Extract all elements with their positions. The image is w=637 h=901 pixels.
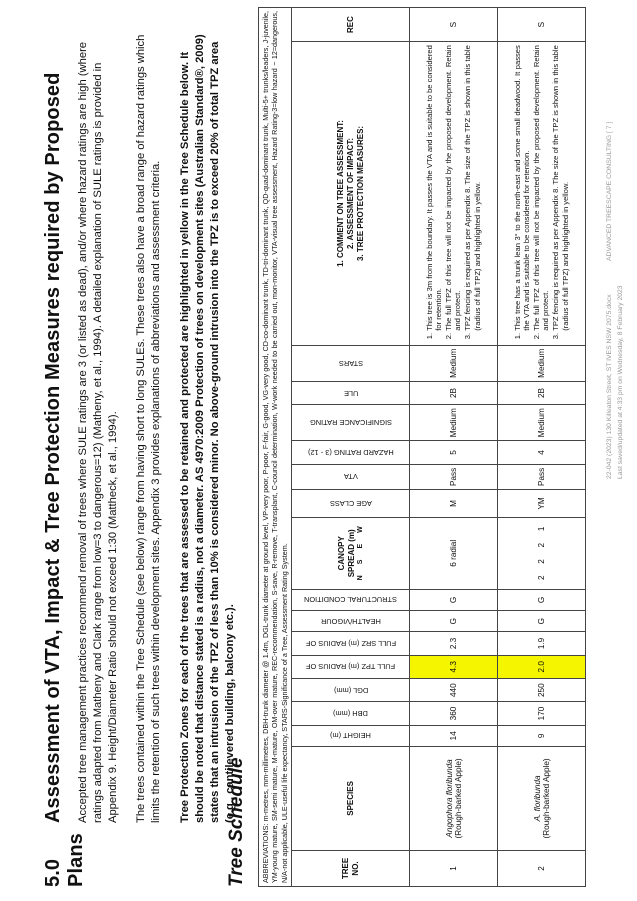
section-number: 5.0: [42, 858, 64, 887]
header-stars: STARS: [292, 345, 410, 381]
header-tpz: FULL TPZ (m) RADIUS OF: [292, 655, 410, 678]
abbreviations: ABBREVIATIONS: m-metres, mm-millimetres, DBH-trunk diameter @ 1.4m, DGL-trunk diameter at ground level, VP-very poor, P-poor, F-fair, G-good, VG-very good, CD-co-dominant trunk, TD-tri-dominant trunk, QD-quad-dominant trunk, Multi-5+ trunks/leaders, J-juvenile, YM-young mature, SM-semi mature, M-mature, OM-over mature, REC-recommendation, S-save, R-remove, T-transplant, C-council determination, W-work needed to be carried out, mon-monitor, VTA-visual tree assessment, Hazard Rating-3=low hazard ~ 12=dangerous, N/A-not applicable, ULE-useful life expectancy, STARS-Significance of a Tree, Assessment Rating System.: [259, 8, 292, 887]
footer-document: 22-042 (2023) 130 Killeaton Street, ST IVES NSW 2075.docx: [606, 294, 613, 479]
stars: Medium: [498, 345, 586, 381]
health: G: [498, 611, 586, 632]
structural: G: [410, 589, 498, 610]
species: A. floribunda (Rough-barked Apple): [498, 746, 586, 850]
header-dgl: DGL (mm): [292, 678, 410, 701]
tpz-radius: 4.3: [410, 655, 498, 678]
dbh: 170: [498, 702, 586, 725]
header-significance: SIGNIFICANCE RATING: [292, 405, 410, 441]
recommendation: S: [410, 8, 498, 42]
header-canopy: CANOPY SPREAD (m) N S E W: [292, 517, 410, 589]
tree-schedule-table: [258, 7, 586, 887]
section-title: Assessment of VTA, Impact & Tree Protection Measures required by Proposed Plans: [42, 72, 87, 887]
paragraph-tpz: Tree Protection Zones for each of the trees that are assessed to be retained and protected are highlighted in yellow in the Tree Schedule below. It should be noted that distance stated is a radius, not a diameter. AS 4970:2009 Protection of trees on development sites (Australian Standard®, 2009) states that an intrusion of the TPZ of less than 10% is considered minor. No above-ground intrusion into the TPZ is to exceed 20% of total TPZ area (e.g., cantilevered building, balcony etc.).: [179, 34, 236, 823]
significance: Medium: [410, 405, 498, 441]
header-comments: 1. COMMENT ON TREE ASSESSMENT: 2. ASSESSMENT OF IMPACT: 3. TREE PROTECTION MEASURES:: [292, 42, 410, 346]
schedule-title: Tree Schedule: [226, 757, 247, 887]
tpz-radius: 2.0: [498, 655, 586, 678]
header-dbh: DBH (mm): [292, 702, 410, 725]
header-health: HEALTH/VIGOUR: [292, 611, 410, 632]
dbh: 360: [410, 702, 498, 725]
table-row: [410, 8, 498, 887]
header-age: AGE CLASS: [292, 490, 410, 518]
header-structural: STRUCTURAL CONDITION: [292, 589, 410, 610]
canopy-spread: 2 2 2 1: [498, 517, 586, 589]
significance: Medium: [498, 405, 586, 441]
height: 14: [410, 725, 498, 746]
srz-radius: 1.9: [498, 632, 586, 655]
stars: Medium: [410, 345, 498, 381]
dgl: 440: [410, 678, 498, 701]
header-species: SPECIES: [292, 746, 410, 850]
dgl: 250: [498, 678, 586, 701]
paragraph-schedule-range: The trees contained within the Tree Schedule (see below) range from having short to long SULEs. These trees also have a broad range of hazard ratings which limits the retention of such trees within development sites. Appendix 3 provides explanations of abbreviations and assessment criteria.: [135, 34, 162, 823]
vta: Pass: [410, 464, 498, 489]
header-vta: VTA: [292, 464, 410, 489]
hazard-rating: 4: [498, 441, 586, 464]
comments: 1. This tree is 3m from the boundary. It passes the VTA and is suitable to be considered for retention. 2. The full TPZ of this tree will not be impacted by the proposed development. Retain and protect. 3. TPZ fencing is required as per Appendix 8. The size of the TPZ is shown in this table (radius of full TPZ) and highlighted in yellow.: [410, 42, 498, 346]
structural: G: [498, 589, 586, 610]
height: 9: [498, 725, 586, 746]
hazard-rating: 5: [410, 441, 498, 464]
footer-updated: Last saved/updated at 4:33 pm on Wednesday, 8 February 2023: [617, 285, 624, 479]
table-row: [498, 8, 586, 887]
header-srz: FULL SRZ (m) RADIUS OF: [292, 632, 410, 655]
ule: 2B: [410, 381, 498, 404]
comments: 1. This tree has a trunk lean 3° to the north-east and some small deadwood. It passes the VTA and is suitable to be considered for retention. 2. The full TPZ of this tree will not be impacted by the proposed development. Retain and protect. 3. TPZ fencing is required as per Appendix 8. The size of the TPZ is shown in this table (radius of full TPZ) and highlighted in yellow.: [498, 42, 586, 346]
header-rec: REC: [292, 8, 410, 42]
paragraph-sule: Accepted tree management practices recommend removal of trees where SULE ratings are 3 (or listed as dead), and/or where hazard ratings are high (where ratings adapted from Matheny and Clark range from low=3 to dangerous=12) (Matheny, et al., 1994). A detailed explanation of SULE ratings is provided in Appendix 9. Height/Diameter Ratio should not exceed 1:30 (Mattheck, et al., 1994).: [77, 41, 119, 823]
age-class: M: [410, 490, 498, 518]
age-class: YM: [498, 490, 586, 518]
vta: Pass: [498, 464, 586, 489]
header-ule: ULE: [292, 381, 410, 404]
health: G: [410, 611, 498, 632]
ule: 2B: [498, 381, 586, 404]
srz-radius: 2.3: [410, 632, 498, 655]
tree-no: 1: [410, 850, 498, 886]
header-hazard: HAZARD RATING (3 - 12): [292, 441, 410, 464]
recommendation: S: [498, 8, 586, 42]
tree-no: 2: [498, 850, 586, 886]
header-tree-no: TREE NO.: [292, 850, 410, 886]
species: Angophora floribunda (Rough-barked Apple): [410, 746, 498, 850]
header-height: HEIGHT (m): [292, 725, 410, 746]
canopy-spread: 6 radial: [410, 517, 498, 589]
footer-company: ADVANCED TREESCAPE CONSULTING [ 7 ]: [606, 121, 613, 261]
